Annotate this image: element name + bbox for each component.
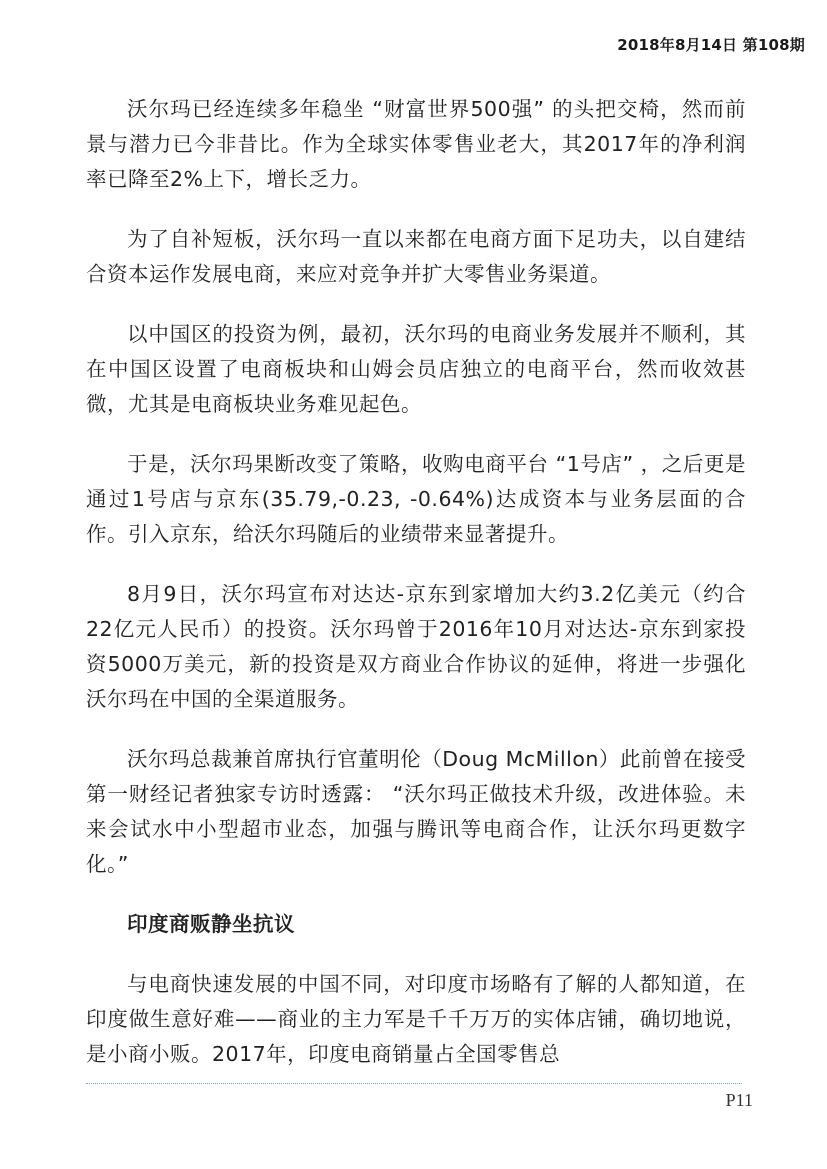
page-number: P11 bbox=[725, 1090, 753, 1110]
article-paragraph: 沃尔玛已经连续多年稳坐 “财富世界500强” 的头把交椅，然而前景与潜力已今非昔比。作为全球实体零售业老大，其2017年的净利润率已降至2%上下，增长乏力。 bbox=[86, 97, 746, 191]
issue-date-header: 2018年8月14日 第108期 bbox=[617, 36, 805, 54]
article-paragraph: 8月9日，沃尔玛宣布对达达-京东到家增加大约3.2亿美元（约合22亿元人民币）的投资。沃尔玛曾于2016年10月对达达-京东到家投资5000万美元，新的投资是双方商业合作协议的延伸，将进一步强化沃尔玛在中国的全渠道服务。 bbox=[86, 582, 746, 711]
article-paragraph: 沃尔玛总裁兼首席执行官董明伦（Doug McMillon）此前曾在接受第一财经记者独家专访时透露： “沃尔玛正做技术升级，改进体验。未来会试水中小型超市业态，加强与腾讯等电商合作，让沃尔玛更数字化。” bbox=[86, 747, 746, 876]
article-paragraph: 与电商快速发展的中国不同，对印度市场略有了解的人都知道，在印度做生意好难——商业的主力军是千千万万的实体店铺，确切地说，是小商小贩。2017年，印度电商销量占全国零售总 bbox=[86, 972, 746, 1066]
article-body bbox=[86, 92, 746, 1097]
article-paragraph: 以中国区的投资为例，最初，沃尔玛的电商业务发展并不顺利，其在中国区设置了电商板块和山姆会员店独立的电商平台，然而收效甚微，尤其是电商板块业务难见起色。 bbox=[86, 322, 746, 416]
article-paragraph: 为了自补短板，沃尔玛一直以来都在电商方面下足功夫，以自建结合资本运作发展电商，来应对竞争并扩大零售业务渠道。 bbox=[86, 227, 746, 286]
section-heading: 印度商贩静坐抗议 bbox=[127, 912, 295, 936]
article-paragraph: 于是，沃尔玛果断改变了策略，收购电商平台 “1号店” ，之后更是通过1号店与京东(35.79,-0.23, -0.64%)达成资本与业务层面的合作。引入京东，给沃尔玛随后的业绩带来显著提升。 bbox=[86, 452, 746, 546]
footer-divider bbox=[86, 1083, 742, 1084]
